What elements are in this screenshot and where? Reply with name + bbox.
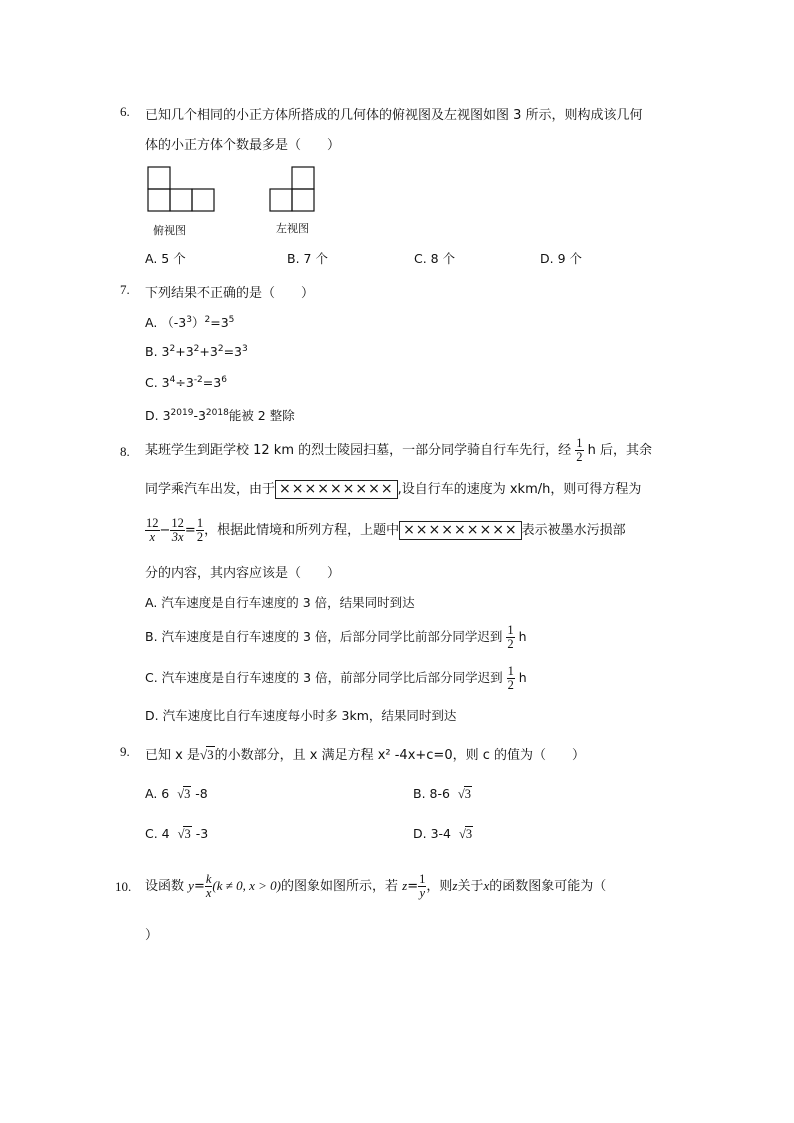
q7-option-c[interactable]: C. $3^4\div 3^{-2}=3^6$ <box>145 375 227 390</box>
ink-stain-box: ××××××××× <box>275 480 398 499</box>
q8-option-d[interactable]: D. 汽车速度比自行车速度每小时多 3km，结果同时到达 <box>145 708 457 723</box>
top-view-figure <box>145 166 219 216</box>
q9-option-b[interactable]: B. 8-6 √3 <box>413 786 472 801</box>
eq-frac-12-over-x: $\frac{12}{x}$ <box>146 515 159 544</box>
left-view-label: 左视图 <box>276 222 309 235</box>
q7-option-b[interactable]: B. $3^2+3^2+3^2=3^3$ <box>145 344 248 359</box>
q8-line4: 分的内容，其内容应该是（ ） <box>145 566 341 581</box>
q8-option-b[interactable]: B. 汽车速度是自行车速度的 3 倍，后部分同学比前部分同学迟到 $\frac{1}{2}$ h <box>145 622 527 651</box>
top-view-label: 俯视图 <box>153 224 186 237</box>
left-view-figure <box>268 166 320 216</box>
q10-number: 10. <box>115 879 132 894</box>
q6-option-b[interactable]: B. 7 个 <box>287 251 328 266</box>
q6-number: 6. <box>120 104 130 119</box>
q7-stem: 下列结果不正确的是（ ） <box>145 286 315 301</box>
half-fraction: $\frac{1}{2}$ <box>576 435 583 464</box>
q10-stem-line2: ） <box>145 928 159 943</box>
q7-option-a[interactable]: A. $(-3^3)^2=3^5$ <box>145 315 235 330</box>
q8-line2: 同学乘汽车出发，由于 ××××××××× ,设自行车的速度为 xkm/h，则可得方程为 <box>145 481 642 497</box>
sqrt-3: √3 <box>199 747 214 762</box>
q9-option-a[interactable]: A. 6 √3 -8 <box>145 786 208 801</box>
q8-number: 8. <box>120 444 130 459</box>
q8-option-a[interactable]: A. 汽车速度是自行车速度的 3 倍，结果同时到达 <box>145 595 415 610</box>
q6-option-c[interactable]: C. 8 个 <box>414 251 456 266</box>
q8-line3: $\frac{12}{x}$ − $\frac{12}{3x}$ = $\frac{1}{2}$ ，根据此情境和所列方程，上题中 ××××××××× 表示被墨水污损部 <box>146 515 626 544</box>
ink-stain-box-2: ××××××××× <box>399 521 522 540</box>
eq-frac-1-over-2: $\frac{1}{2}$ <box>196 515 204 544</box>
q10-stem-line1: 设函数 y= $\frac{k}{x}$ (k ≠ 0, x > 0)的图象如图所示，若 z= $\frac{1}{y}$ ，则z关于x的函数图象可能为（ <box>145 871 607 900</box>
q7-option-d[interactable]: D. $3^{2019}-3^{2018}$能被 2 整除 <box>145 408 295 423</box>
q9-option-c[interactable]: C. 4 √3 -3 <box>145 826 209 841</box>
q6-option-a[interactable]: A. 5 个 <box>145 251 186 266</box>
q8-line1: 某班学生到距学校 12 km 的烈士陵园扫墓，一部分同学骑自行车先行，经 $\frac{1}{2}$ h 后，其余 <box>145 435 653 464</box>
q9-number: 9. <box>120 744 130 759</box>
q7-number: 7. <box>120 282 130 297</box>
q6-stem-line1: 已知几个相同的小正方体所搭成的几何体的俯视图及左视图如图 3 所示，则构成该几何 <box>145 108 643 123</box>
eq-frac-12-over-3x: $\frac{12}{3x}$ <box>171 515 184 544</box>
q9-stem: 已知 x 是√3的小数部分，且 x 满足方程 x² -4x+c=0，则 c 的值为（ ） <box>145 747 586 763</box>
k-over-x-fraction: $\frac{k}{x}$ <box>205 871 212 900</box>
q9-option-d[interactable]: D. 3-4 √3 <box>413 826 473 841</box>
q8-option-c[interactable]: C. 汽车速度是自行车速度的 3 倍，前部分同学比后部分同学迟到 $\frac{1}{2}$ h <box>145 663 527 692</box>
q6-stem-line2: 体的小正方体个数最多是（ ） <box>145 138 341 153</box>
q6-option-d[interactable]: D. 9 个 <box>540 251 582 266</box>
one-over-y-fraction: $\frac{1}{y}$ <box>419 871 426 900</box>
